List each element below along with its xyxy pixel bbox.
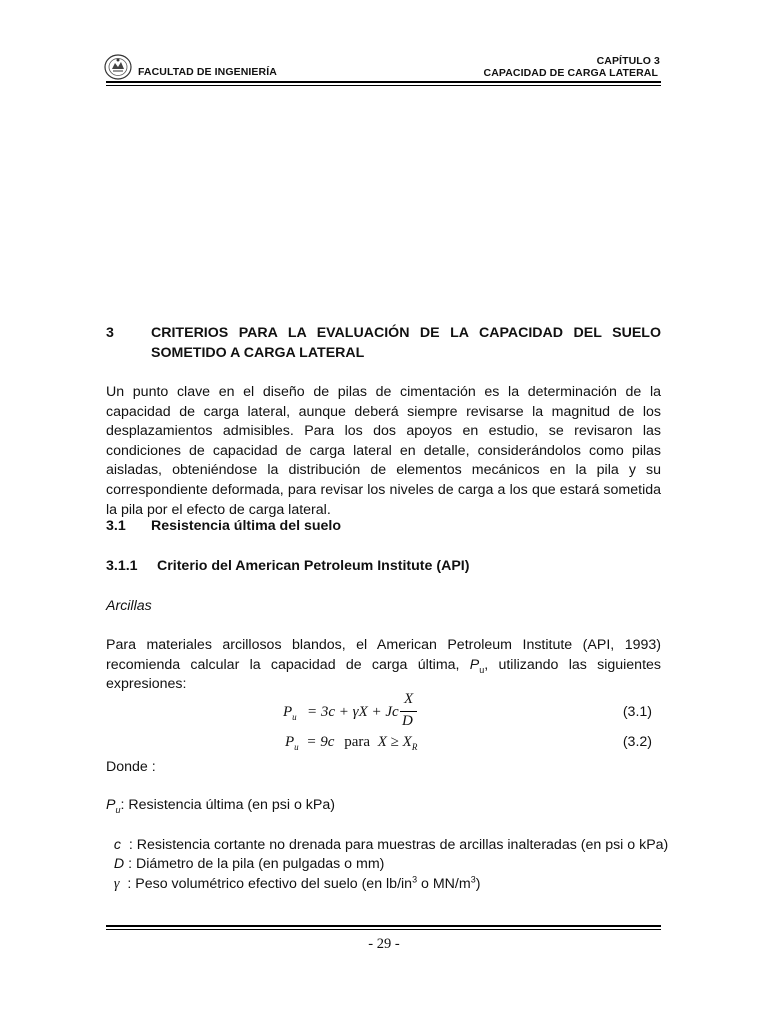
equation-3-2-number: (3.2)	[622, 734, 652, 750]
subsection-number: 3.1	[106, 518, 126, 534]
header-rule	[106, 81, 661, 83]
subsubsection-title: Criterio del American Petroleum Institute (API)	[157, 558, 470, 574]
def-pu-text: : Resistencia última (en psi o kPa)	[120, 797, 335, 813]
eq2-cond-sub: R	[411, 742, 418, 752]
def-d-sym: D	[113, 855, 125, 872]
def-gamma-text-c: )	[475, 875, 481, 892]
section-title-line1: CRITERIOS PARA LA EVALUACIÓN DE LA CAPACIDAD DEL SUELO	[151, 325, 661, 341]
eq1-lhs: P	[283, 704, 293, 720]
intro-paragraph: Un punto clave en el diseño de pilas de cimentación es la determinación de la capacidad de carga lateral, aunque deberá siempre revisarse la magnitud de los desplazamientos admisibles. Para los dos apoyos en estudio, se revisaron las condiciones de capacidad de carga lateral en detalle, considerándolos como pilas aisladas, obteniéndose la distribución de elementos mecánicos en la pila y su correspondiente deformada, para revisar los niveles de carga a los que estará sometida la pila por el efecto de carga lateral.	[106, 384, 661, 518]
def-d-text: : Diámetro de la pila (en pulgadas o mm)	[124, 855, 385, 872]
def-pu-sym: P	[106, 797, 116, 813]
paragraph-api-after: , utilizando las siguientes expresiones:	[106, 656, 661, 693]
eq1-lhs-sub: u	[292, 712, 297, 722]
equation-3-2	[285, 734, 417, 751]
eq2-word: para	[344, 734, 371, 750]
equation-3-1-number: (3.1)	[622, 704, 652, 720]
donde-label: Donde :	[106, 759, 156, 775]
paragraph-api-before: Para materiales arcillosos blandos, el American Petroleum Institute (API, 1993) recomienda calcular la capacidad de carga última,	[106, 637, 661, 673]
header-faculty: FACULTAD DE INGENIERÍA	[138, 66, 277, 78]
def-gamma-text-b: o MN/m	[417, 875, 471, 892]
header-chapter-title: CAPACIDAD DE CARGA LATERAL	[483, 67, 658, 79]
definition-gamma	[106, 855, 480, 894]
def-c-text: : Resistencia cortante no drenada para muestras de arcillas inalteradas (en psi o kPa)	[120, 836, 669, 853]
subsubsection-number: 3.1.1	[106, 558, 138, 574]
page-number: - 29 -	[368, 936, 400, 952]
eq2-rhs: = 9c	[306, 734, 335, 750]
eq1-frac-num: X	[404, 691, 414, 707]
def-c-sym: c	[113, 836, 121, 853]
section-title-line2: SOMETIDO A CARGA LATERAL	[151, 345, 365, 361]
paragraph-api-sub: u	[479, 664, 485, 675]
eq2-lhs-sub: u	[294, 742, 299, 752]
def-gamma-sup-b: 3	[470, 873, 476, 884]
definition-pu	[106, 796, 335, 816]
section-number: 3	[106, 325, 114, 341]
footer-rule-thin	[106, 929, 661, 930]
subheading-arcillas: Arcillas	[106, 598, 152, 614]
header-chapter-number: CAPÍTULO 3	[596, 55, 660, 67]
def-pu-sub: u	[115, 804, 121, 815]
eq2-cond: X ≥ X	[377, 734, 412, 750]
def-gamma-text-a: : Peso volumétrico efectivo del suelo (en lb/in	[119, 875, 413, 892]
header-rule-thin	[106, 85, 661, 86]
eq1-frac-den: D	[402, 713, 413, 729]
eq2-lhs: P	[285, 734, 295, 750]
footer-rule-thick	[106, 925, 661, 927]
def-gamma-sym: γ	[113, 875, 120, 892]
def-gamma-sup-a: 3	[412, 873, 418, 884]
university-seal-icon	[104, 54, 132, 80]
eq1-rhs: = 3c + γX + Jc	[307, 704, 399, 720]
paragraph-api-var: P	[469, 656, 480, 673]
eq1-frac-bar	[400, 711, 417, 712]
equation-3-1	[283, 691, 463, 735]
paragraph-api	[106, 636, 661, 695]
subsection-title: Resistencia última del suelo	[151, 518, 342, 534]
